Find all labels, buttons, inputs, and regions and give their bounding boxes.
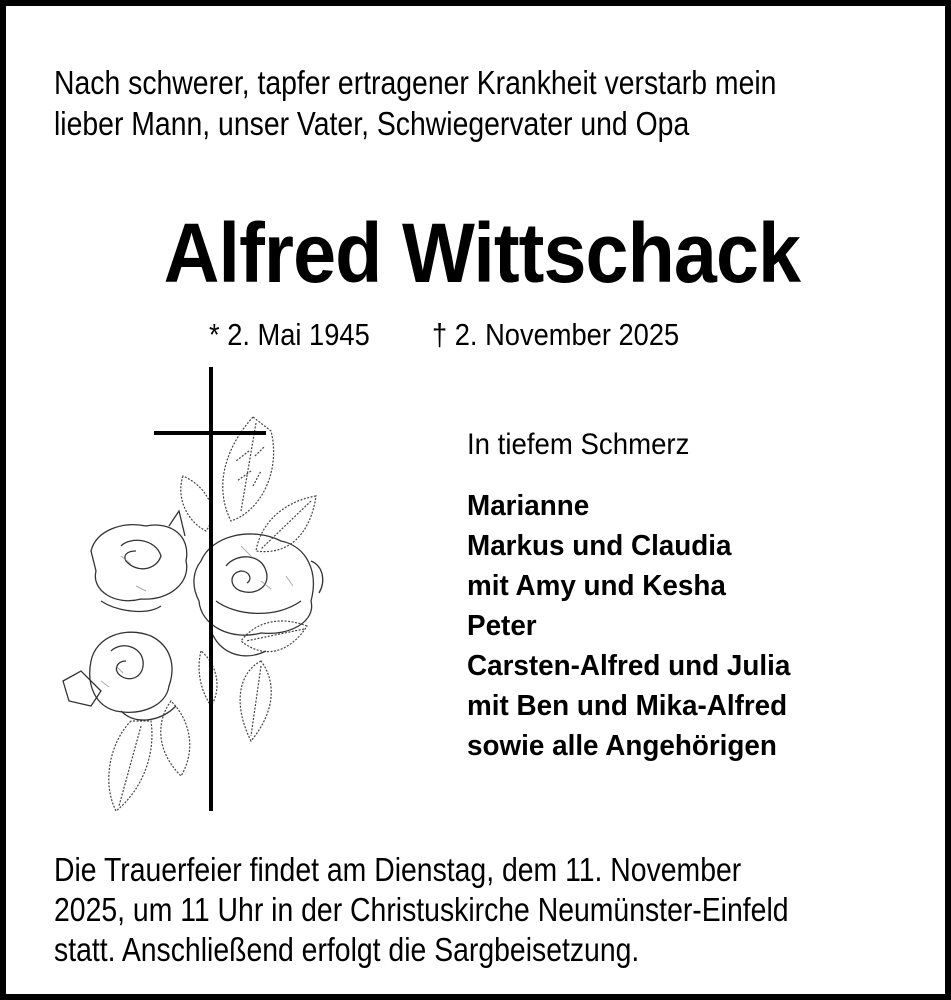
cross-bar bbox=[154, 431, 266, 435]
intro-line-2: lieber Mann, unser Vater, Schwiegervater und Opa bbox=[54, 105, 690, 142]
death-date: † 2. November 2025 bbox=[431, 317, 679, 352]
service-line-3: statt. Anschließend erfolgt die Sargbeisetzung. bbox=[54, 931, 640, 968]
family-member: Carsten-Alfred und Julia bbox=[467, 650, 791, 682]
family-list bbox=[467, 486, 804, 766]
deceased-name: Alfred Wittschack bbox=[163, 206, 800, 300]
family-member: Peter bbox=[467, 610, 537, 642]
birth-date: * 2. Mai 1945 bbox=[209, 317, 370, 352]
family-member: Marianne bbox=[467, 490, 590, 522]
intro-line-1: Nach schwerer, tapfer ertragener Krankheit verstarb mein bbox=[54, 64, 777, 101]
service-line-2: 2025, um 11 Uhr in der Christuskirche Neumünster-Einfeld bbox=[54, 891, 789, 928]
family-member: mit Ben und Mika-Alfred bbox=[467, 690, 788, 722]
service-line-1: Die Trauerfeier findet am Dienstag, dem 11. November bbox=[54, 851, 742, 888]
life-dates bbox=[209, 315, 713, 355]
mourning-lead: In tiefem Schmerz bbox=[467, 428, 690, 461]
intro-text bbox=[54, 62, 894, 144]
family-member: sowie alle Angehörigen bbox=[467, 730, 777, 762]
family-member: Markus und Claudia bbox=[467, 530, 732, 562]
funeral-service-info bbox=[54, 850, 914, 970]
family-member: mit Amy und Kesha bbox=[467, 570, 726, 602]
mourners-block bbox=[467, 425, 804, 766]
roses-drawing-icon bbox=[61, 361, 381, 821]
deceased-name-block bbox=[6, 205, 951, 301]
